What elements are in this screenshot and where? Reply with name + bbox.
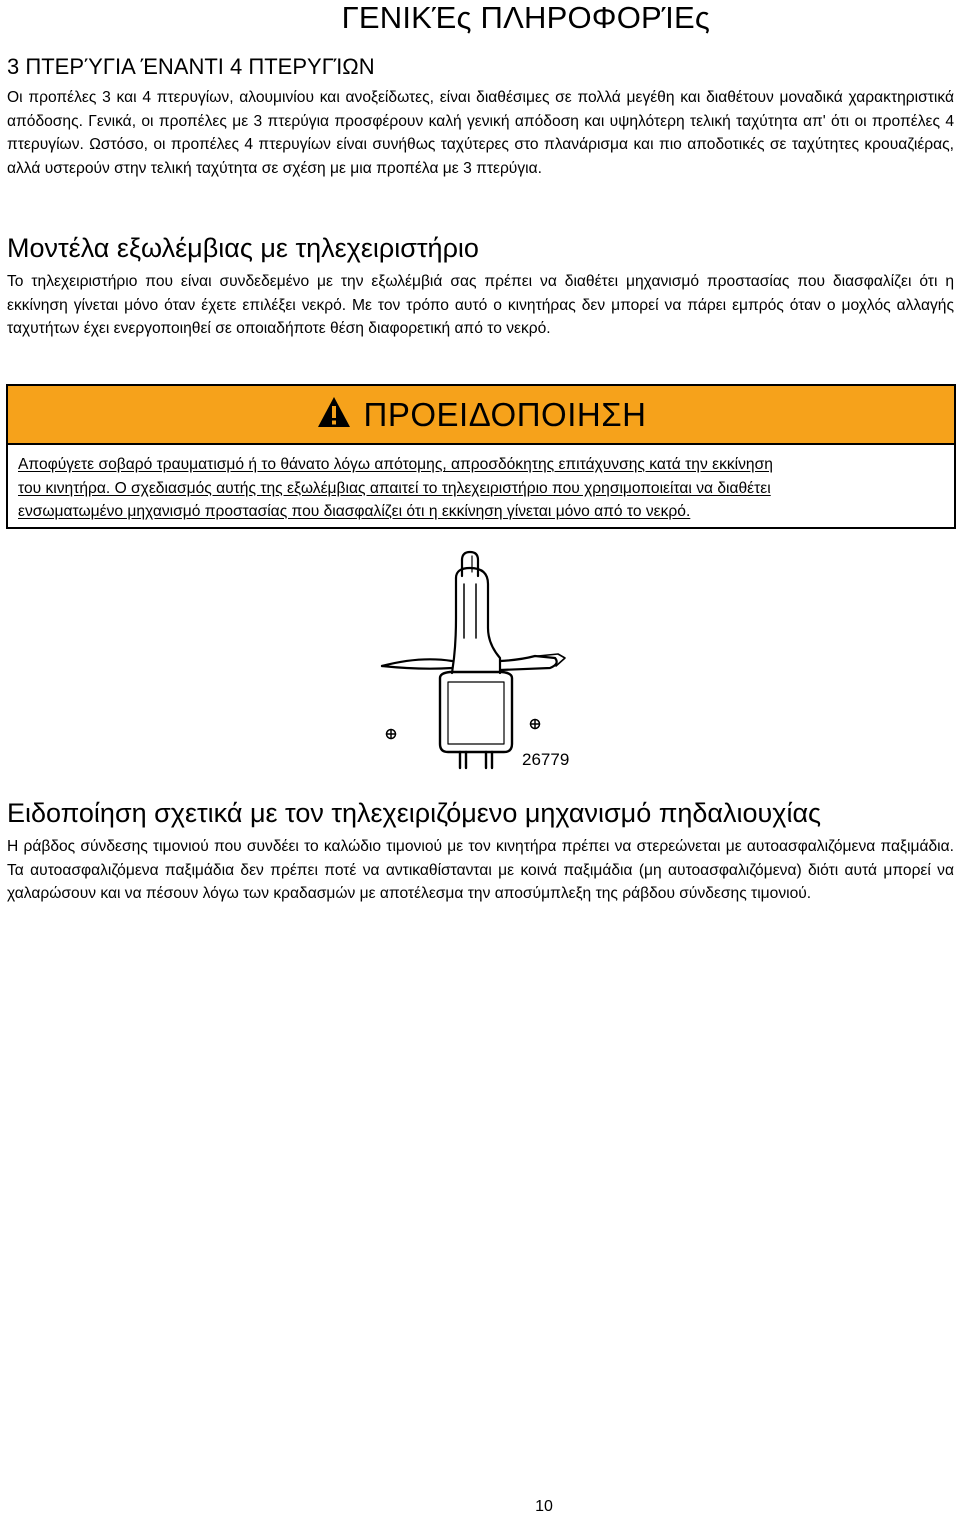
section-heading-steering: Ειδοποίηση σχετικά με τον τηλεχειριζόμενο μηχανισμό πηδαλιουχίας <box>7 798 822 828</box>
section-propellers <box>7 54 954 180</box>
warning-line: Αποφύγετε σοβαρό τραυματισμό ή το θάνατο λόγω απότομης, απροσδόκητης επιτάχυνσης κατά την εκκίνηση <box>18 456 773 473</box>
figure-number: 26779 <box>522 750 570 769</box>
warning-title: ΠΡΟΕΙΔΟΠΟΙΗΣΗ <box>363 395 647 433</box>
running-title: ΓΕΝΙΚΈς ΠΛΗΡΟΦΟΡΊΕς <box>341 0 710 35</box>
warning-header <box>8 386 954 445</box>
warning-body <box>8 445 954 524</box>
paragraph-remote: Το τηλεχειριστήριο που είναι συνδεδεμένο με την εξωλέμβιά σας πρέπει να διαθέτει μηχανισμό προστασίας που διασφαλίζει ότι η εκκίνηση γίνεται μόνο όταν έχετε επιλέξει νεκρό. Με τον τρόπο αυτό ο κινητήρας δεν μπορεί να πάρει εμπρός όταν ο μοχλός αλλαγής ταχυτήτων έχει ενεργοποιηθεί σε οποιαδήποτε θέση διαφορετική από το νεκρό. <box>7 273 954 337</box>
remote-control-lever-illustration <box>360 548 590 778</box>
page-header <box>0 0 960 36</box>
warning-line: ενσωματωμένο μηχανισμό προστασίας που διασφαλίζει ότι η εκκίνηση γίνεται μόνο από το νεκρό. <box>18 503 691 520</box>
warning-triangle-icon <box>316 395 352 434</box>
section-remote <box>7 232 954 341</box>
section-steering <box>7 797 954 906</box>
paragraph-steering: Η ράβδος σύνδεσης τιμονιού που συνδέει το καλώδιο τιμονιού με τον κινητήρα πρέπει να στερεώνεται με αυτοασφαλιζόμενα παξιμάδια. Τα αυτοασφαλιζόμενα παξιμάδια δεν πρέπει ποτέ να αντικαθίστανται με κοινά παξιμάδια (μη αυτοασφαλιζόμενα) διότι αυτά μπορεί να χαλαρώσουν και να πέσουν λόγω των κραδασμών με αποτέλεσμα την αποσύμπλεξη της ράβδου σύνδεσης τιμονιού. <box>7 838 954 902</box>
section-heading-remote: Μοντέλα εξωλέμβιας με τηλεχειριστήριο <box>7 233 479 263</box>
paragraph-propellers: Οι προπέλες 3 και 4 πτερυγίων, αλουμινίου και ανοξείδωτες, είναι διαθέσιμες σε πολλά μεγέθη και διαθέτουν μοναδικά χαρακτηριστικά απόδοσης. Γενικά, οι προπέλες με 3 πτερύγια προσφέρουν καλή γενική απόδοση και υψηλότερη τελική ταχύτητα απ' ότι οι προπέλες 4 πτερυγίων. Ωστόσο, οι προπέλες 4 πτερυγίων είναι συνήθως ταχύτερες στο πλανάρισμα και πιο αποδοτικές σε ταχύτητες κρουαζιέρας, αλλά υστερούν στην τελική ταχύτητα σε σχέση με μια προπέλα με 3 πτερύγια. <box>7 89 954 177</box>
section-heading-propellers: 3 ΠΤΕΡΎΓΙΑ ΈΝΑΝΤΙ 4 ΠΤΕΡΥΓΊΩΝ <box>7 54 375 79</box>
warning-box <box>6 384 956 529</box>
warning-line: του κινητήρα. Ο σχεδιασμός αυτής της εξωλέμβιας απαιτεί το τηλεχειριστήριο που χρησιμοποιείται να διαθέτει <box>18 479 771 497</box>
page-number: 10 <box>535 1498 553 1515</box>
